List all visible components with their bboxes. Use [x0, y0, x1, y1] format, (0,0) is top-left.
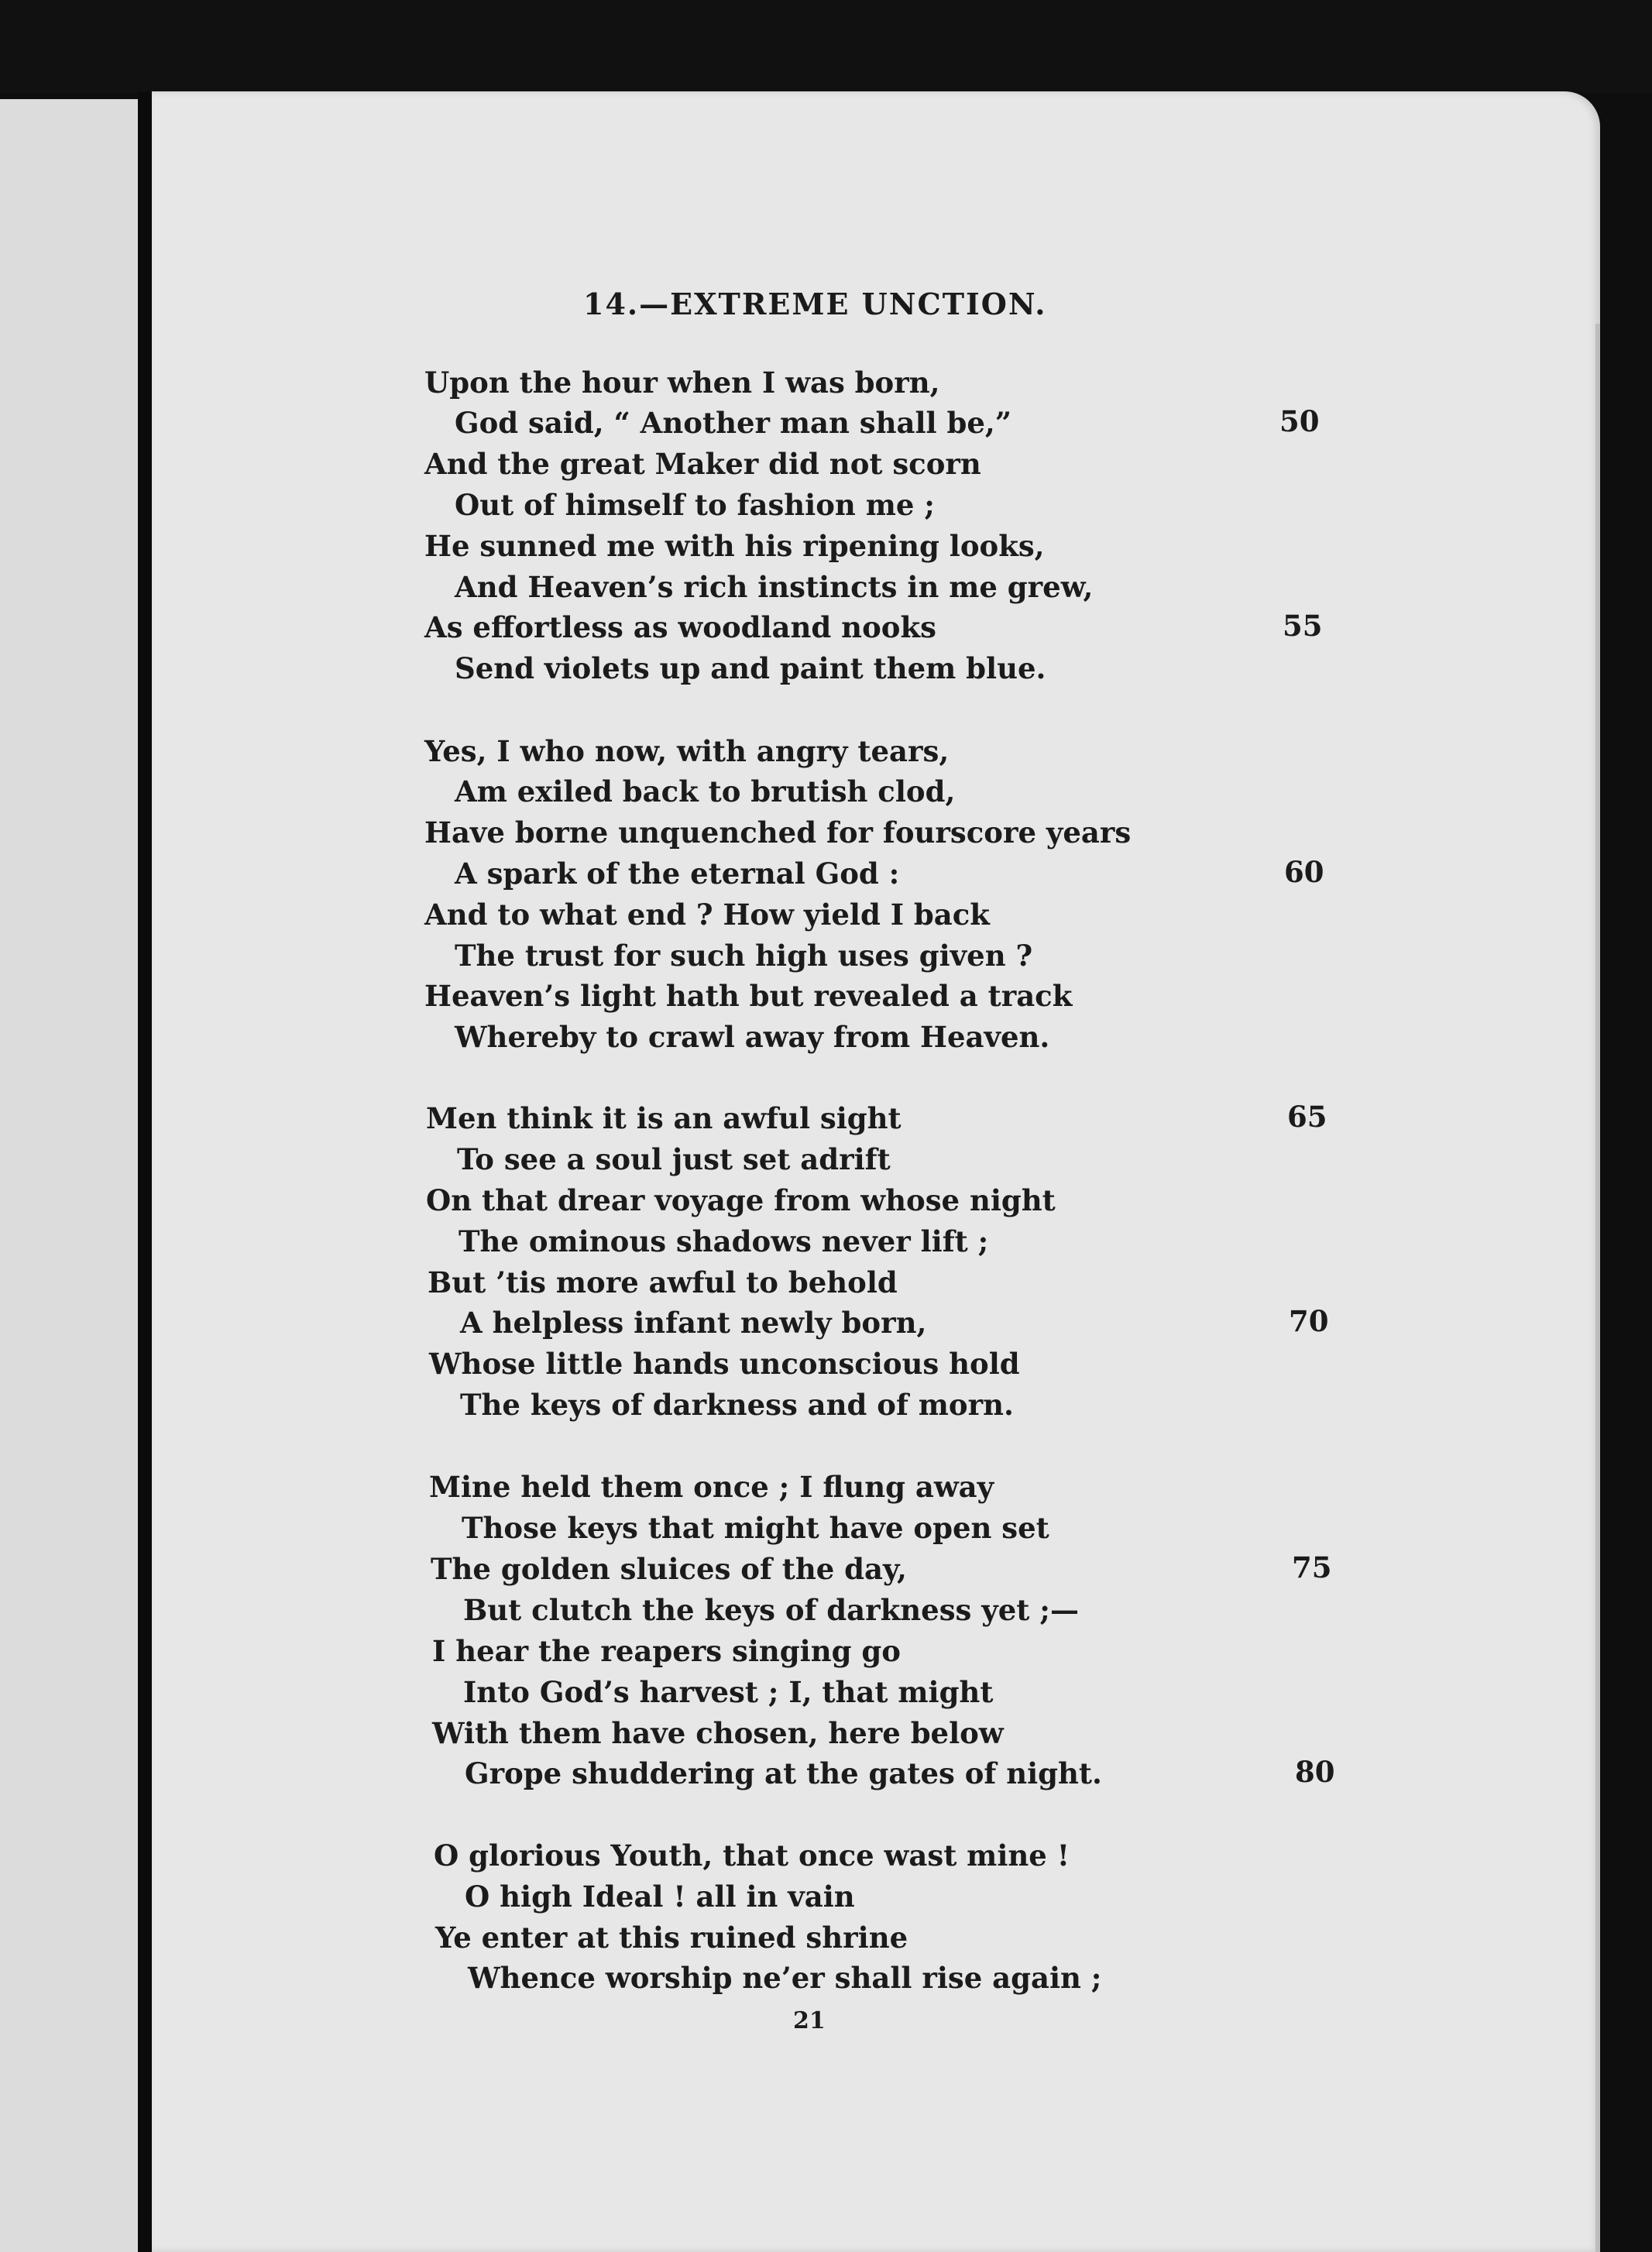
poem-line: He sunned me with his ripening looks, — [424, 529, 1045, 563]
scan-background-top — [0, 0, 1652, 93]
poem-line: As effortless as woodland nooks — [424, 610, 936, 644]
page-number: 21 — [793, 2007, 826, 2034]
poem-line: Mine held them once ; I flung away — [429, 1470, 994, 1504]
facing-page-edge — [0, 99, 140, 2252]
poem-line: Grope shuddering at the gates of night. — [465, 1756, 1102, 1790]
line-number: 70 — [1289, 1304, 1329, 1338]
poem-line: O glorious Youth, that once wast mine ! — [434, 1838, 1070, 1873]
poem-line: Men think it is an awful sight — [426, 1101, 902, 1135]
poem-line: Heaven’s light hath but revealed a track — [424, 979, 1073, 1013]
line-number: 50 — [1279, 404, 1320, 438]
poem-line: A helpless infant newly born, — [460, 1306, 927, 1340]
poem-line: To see a soul just set adrift — [457, 1142, 891, 1176]
poem-line: Whence worship ne’er shall rise again ; — [468, 1961, 1102, 1995]
poem-line: Whereby to crawl away from Heaven. — [455, 1020, 1050, 1054]
poem-line: God said, “ Another man shall be,” — [455, 406, 1012, 440]
line-number: 60 — [1284, 855, 1324, 889]
poem-line: Whose little hands unconscious hold — [429, 1347, 1020, 1381]
line-number: 55 — [1283, 609, 1323, 643]
poem-line: Yes, I who now, with angry tears, — [424, 734, 950, 768]
poem-line: On that drear voyage from whose night — [426, 1183, 1056, 1217]
poem-line: The keys of darkness and of morn. — [460, 1388, 1014, 1422]
poem-line: I hear the reapers singing go — [432, 1634, 901, 1668]
line-number: 80 — [1295, 1755, 1335, 1789]
running-header: 14.—EXTREME UNCTION. — [583, 287, 1047, 321]
poem-line: O high Ideal ! all in vain — [465, 1880, 855, 1914]
poem-line: The ominous shadows never lift ; — [459, 1224, 989, 1258]
page-edge — [1595, 324, 1600, 2252]
poem-line: Into God’s harvest ; I, that might — [463, 1675, 994, 1709]
poem-line: The golden sluices of the day, — [431, 1552, 907, 1586]
line-number: 75 — [1292, 1550, 1332, 1584]
poem-line: Have borne unquenched for fourscore years — [424, 815, 1132, 850]
poem-line: With them have chosen, here below — [432, 1716, 1004, 1750]
poem-line: And to what end ? How yield I back — [424, 898, 990, 932]
poem-line: And the great Maker did not scorn — [424, 447, 981, 481]
poem-line: But clutch the keys of darkness yet ;— — [463, 1593, 1079, 1627]
poem-line: But ’tis more awful to behold — [428, 1265, 898, 1299]
poem-line: A spark of the eternal God : — [455, 857, 900, 891]
poem-line: Ye enter at this ruined shrine — [435, 1921, 908, 1955]
poem-line: Send violets up and paint them blue. — [455, 651, 1046, 685]
line-number: 65 — [1287, 1100, 1327, 1134]
poem-line: Upon the hour when I was born, — [424, 366, 940, 400]
poem-line: Am exiled back to brutish clod, — [455, 774, 956, 808]
poem-line: And Heaven’s rich instincts in me grew, — [455, 570, 1094, 604]
poem-line: The trust for such high uses given ? — [455, 939, 1033, 973]
poem-line: Those keys that might have open set — [462, 1511, 1049, 1545]
poem-line: Out of himself to fashion me ; — [455, 488, 935, 522]
